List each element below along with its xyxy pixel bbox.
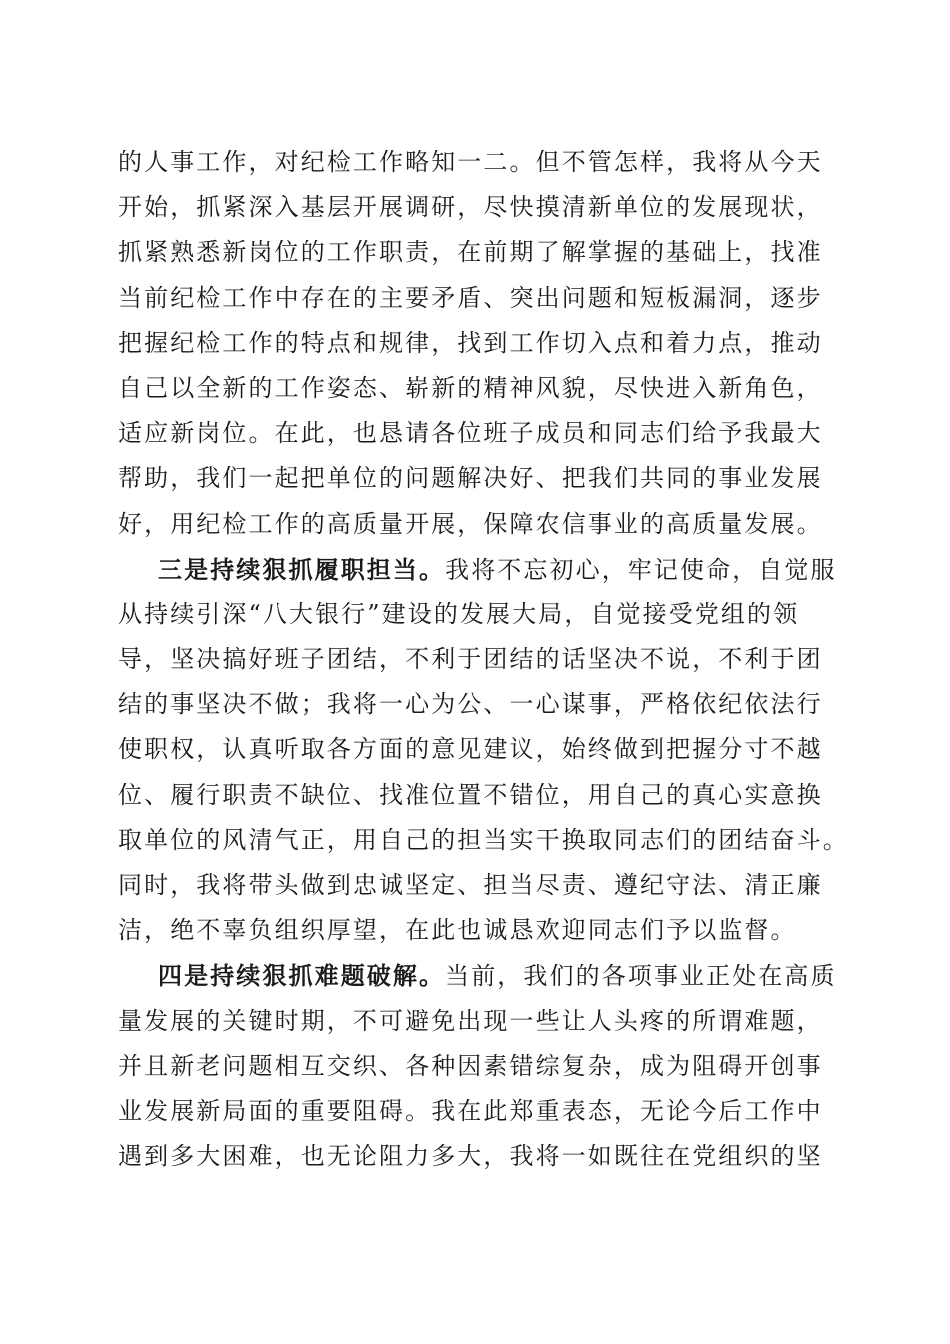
text-line: 同时，我将带头做到忠诚坚定、担当尽责、遵纪守法、清正廉 [118,871,823,899]
text-line: 把握纪检工作的特点和规律，找到工作切入点和着力点，推动 [118,328,823,357]
text-line: 帮助，我们一起把单位的问题解决好、把我们共同的事业发展 [118,464,823,493]
text-line: 位、履行职责不缺位、找准位置不错位，用自己的真心实意换 [118,780,823,809]
text-line: 的人事工作，对纪检工作略知一二。但不管怎样，我将从今天 [118,148,823,176]
text-line: 遇到多大困难，也无论阻力多大，我将一如既往在党组织的坚 [118,1142,823,1171]
text-line: 当前纪检工作中存在的主要矛盾、突出问题和短板漏洞，逐步 [118,283,823,312]
text-segment: 当前，我们的各项事业正处在高质 [445,962,837,991]
paragraph-3 [118,953,838,1179]
paragraph-2 [118,547,849,954]
text-line: 量发展的关键时期，不可避免出现一些让人头疼的所谓难题， [118,1006,823,1035]
paragraph-heading: 四是持续狠抓难题破解。 [158,961,446,991]
paragraph-1 [118,140,838,547]
text-line: 开始，抓紧深入基层开展调研，尽快摸清新单位的发展现状， [118,193,823,222]
text-line: 自己以全新的工作姿态、崭新的精神风貌，尽快进入新角色， [118,373,823,402]
text-line: 使职权，认真听取各方面的意见建议，始终做到把握分寸不越 [118,735,823,764]
text-line: 抓紧熟悉新岗位的工作职责，在前期了解掌握的基础上，找准 [118,238,823,267]
text-line: 从持续引深“八大银行”建设的发展大局，自觉接受党组的领 [118,599,800,628]
text-line: 业发展新局面的重要阻碍。我在此郑重表态，无论今后工作中 [118,1096,823,1125]
text-line: 适应新岗位。在此，也恳请各位班子成员和同志们给予我最大 [118,419,823,448]
text-line: 结的事坚决不做；我将一心为公、一心谋事，严格依纪依法行 [118,690,823,719]
body-text [118,140,849,1179]
text-line [118,953,838,998]
text-line: 并且新老问题相互交织、各种因素错综复杂，成为阻碍开创事 [118,1051,823,1080]
text-line: 好，用纪检工作的高质量开展，保障农信事业的高质量发展。 [118,509,823,538]
paragraph-heading: 三是持续狠抓履职担当。 [158,554,446,584]
text-segment: 我将不忘初心，牢记使命，自觉服 [445,555,837,584]
text-line: 取单位的风清气正，用自己的担当实干换取同志们的团结奋斗。 [118,825,849,854]
text-line: 导，坚决搞好班子团结，不利于团结的话坚决不说，不利于团 [118,645,823,674]
text-line: 洁，绝不辜负组织厚望，在此也诚恳欢迎同志们予以监督。 [118,916,797,945]
text-line [118,547,838,592]
